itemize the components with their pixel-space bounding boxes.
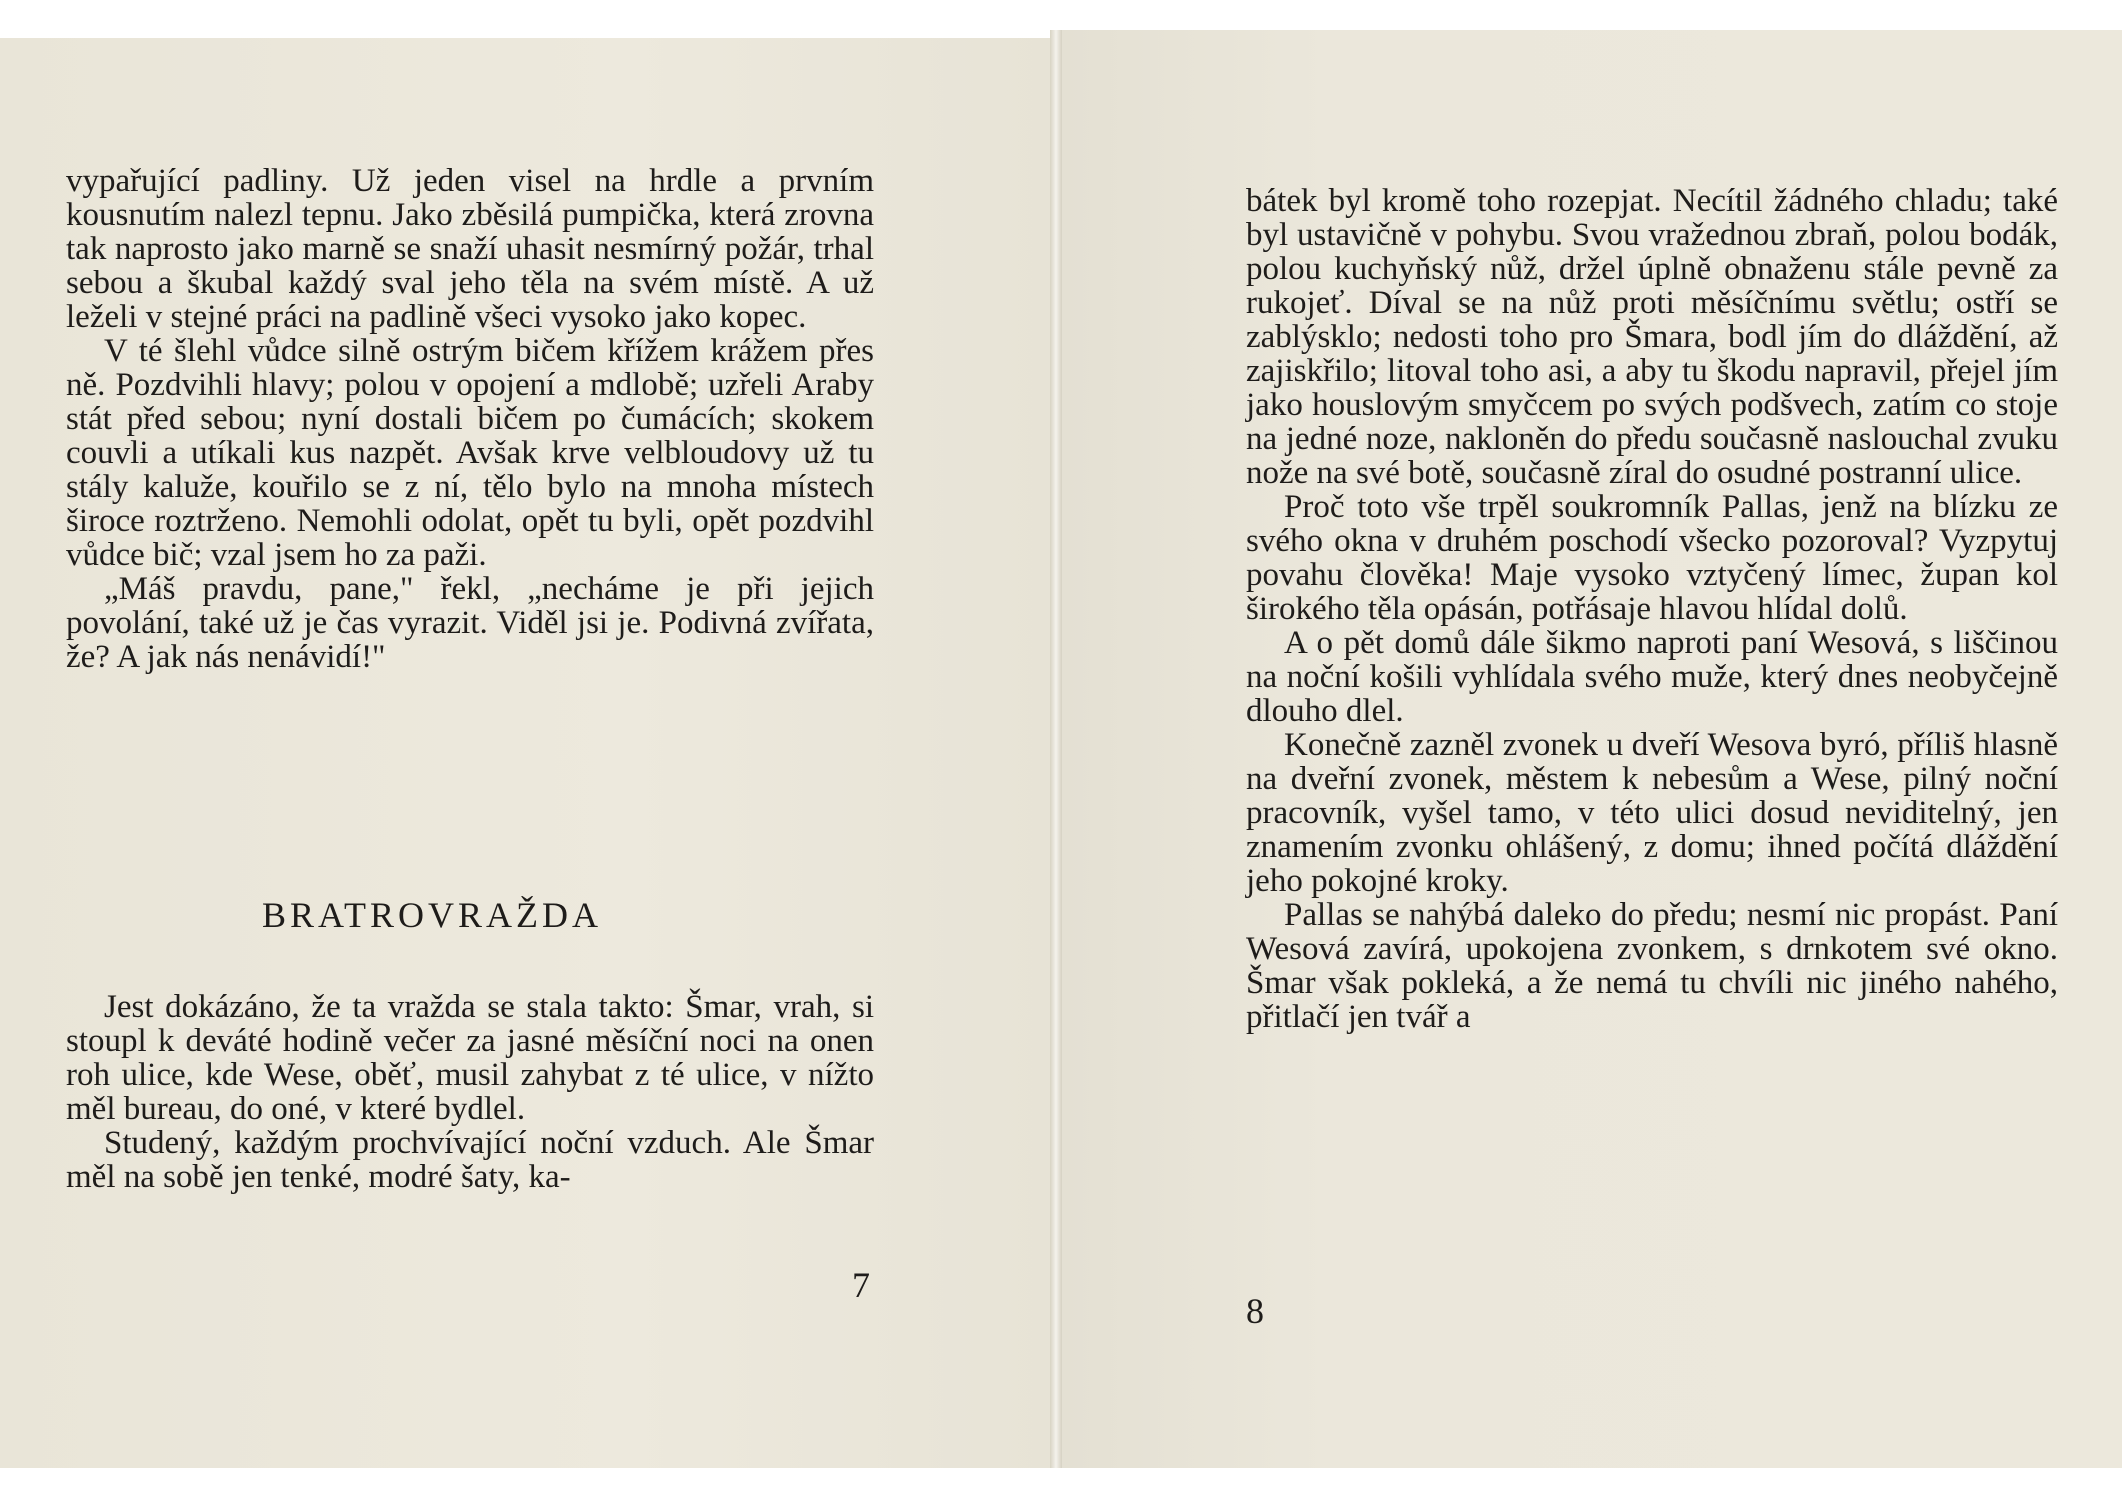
chapter-heading: BRATROVRAŽDA (262, 895, 603, 935)
paragraph: Konečně zazněl zvonek u dveří Wesova byró, příliš hlasně na dveřní zvonek, městem k nebesům a Wese, pilný noční pracovník, vyšel tamo, v této ulici dosud neviditelný, jen znamením zvonku ohlášený, z domu; ihned počítá dláždění jeho pokojné kroky. (1246, 727, 2058, 899)
paragraph: Proč toto vše trpěl soukromník Pallas, jenž na blízku ze svého okna v druhém poschodí všecko pozoroval? Vyzpytuj povahu člověka! Maje vysoko vztyčený límec, župan kol širokého těla opásán, potřásaje hlavou hlídal dolů. (1246, 489, 2058, 627)
paragraph: bátek byl kromě toho rozepjat. Necítil žádného chladu; také byl ustavičně v pohybu. Svou vražednou zbraň, polou bodák, polou kuchyňský nůž, držel úplně obnaženu stále pevně za rukojeť. Díval se na nůž proti měsíčnímu světlu; ostří se zablýsklo; nedosti toho pro Šmara, bodl jím do dláždění, až zajiskřilo; litoval toho asi, a aby tu škodu napravil, přejel jím jako houslovým smyčcem po svých podšvech, zatím co stoje na jedné noze, nakloněn do předu současně naslouchal zvuku nože na své botě, současně zíral do osudné postranní ulice. (1246, 183, 2058, 491)
right-page-text (1246, 184, 2058, 1034)
paragraph: V té šlehl vůdce silně ostrým bičem křížem krážem přes ně. Pozdvihli hlavy; polou v opojení a mdlobě; uzřeli Araby stát před sebou; nyní dostali bičem po čumácích; skokem couvli a utíkali kus nazpět. Avšak krve velbloudovy už tu stály kaluže, kouřilo se z ní, tělo bylo na mnoha místech široce roztrženo. Nemohli odolat, opět tu byli, opět pozdvihl vůdce bič; vzal jsem ho za paži. (66, 333, 874, 573)
left-page-text-bottom (66, 990, 874, 1194)
left-page-text-top (66, 164, 874, 674)
paragraph: vypařující padliny. Už jeden visel na hrdle a prvním kousnutím nalezl tepnu. Jako zběsilá pumpička, která zrovna tak naprosto jako marně se snaží uhasit nesmírný požár, trhal sebou a škubal každý sval jeho těla na svém místě. A už leželi v stejné práci na padlině všeci vysoko jako kopec. (66, 163, 874, 335)
page-number-right: 8 (1246, 1291, 1264, 1331)
paragraph: „Máš pravdu, pane," řekl, „necháme je při jejich povolání, také už je čas vyrazit. Viděl jsi je. Podivná zvířata, že? A jak nás nenávidí!" (66, 571, 874, 675)
paragraph: A o pět domů dále šikmo naproti paní Wesová, s liščinou na noční košili vyhlídala svého muže, který dnes neobyčejně dlouho dlel. (1246, 625, 2058, 729)
paragraph: Pallas se nahýbá daleko do předu; nesmí nic propást. Paní Wesová zavírá, upokojena zvonkem, s drnkotem své okno. Šmar však pokleká, a že nemá tu chvíli nic jiného nahého, přitlačí jen tvář a (1246, 897, 2058, 1035)
paragraph: Jest dokázáno, že ta vražda se stala takto: Šmar, vrah, si stoupl k deváté hodině večer za jasné měsíční noci na onen roh ulice, kde Wese, oběť, musil zahybat z té ulice, v nížto měl bureau, do oné, v které bydlel. (66, 989, 874, 1127)
paragraph: Studený, každým prochvívající noční vzduch. Ale Šmar měl na sobě jen tenké, modré šaty, ka- (66, 1125, 874, 1195)
page-number-left: 7 (852, 1265, 870, 1305)
book-gutter (1050, 30, 1062, 1468)
